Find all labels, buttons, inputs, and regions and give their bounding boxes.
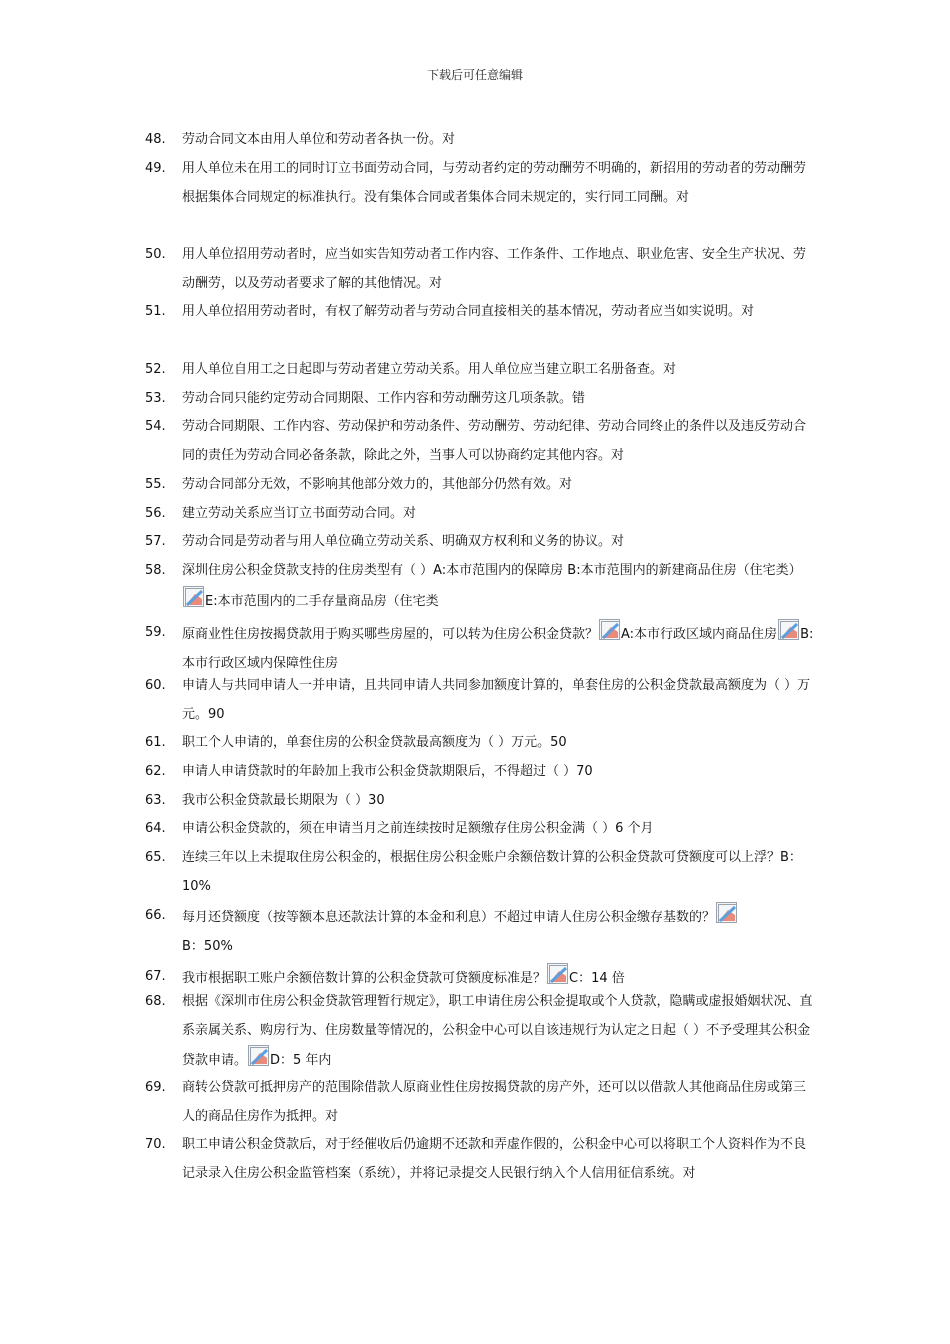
item-number: 63. [145, 793, 166, 808]
item-text-part: 劳动合同文本由用人单位和劳动者各执一份。对 [182, 132, 456, 147]
item-text [182, 126, 815, 155]
item-text [182, 557, 815, 616]
item-text-part: 用人单位自用工之日起即与劳动者建立劳动关系。用人单位应当建立职工名册备查。对 [182, 362, 677, 377]
list-item [145, 988, 815, 1076]
item-number: 67. [145, 969, 166, 984]
item-text-part: E:本市范围内的二手存量商品房（住宅类 [205, 593, 439, 609]
item-number: 55. [145, 477, 166, 492]
list-item [145, 126, 815, 155]
list-item [145, 619, 815, 678]
item-text [182, 385, 815, 414]
item-number: 70. [145, 1137, 166, 1152]
list-item [145, 241, 815, 298]
list-item [145, 1074, 815, 1131]
item-text [182, 471, 815, 500]
item-text [182, 672, 815, 729]
broken-image-icon [778, 619, 799, 640]
item-number: 48. [145, 132, 166, 147]
list-item [145, 356, 815, 385]
item-number: 66. [145, 908, 166, 923]
list-item [145, 298, 815, 327]
item-text [182, 844, 815, 901]
item-number: 50. [145, 247, 166, 262]
item-number: 58. [145, 563, 166, 578]
item-text-part: 申请公积金贷款的，须在申请当月之前连续按时足额缴存住房公积金满（ ）6 个月 [182, 821, 654, 836]
item-text-part: C：14 倍 [569, 971, 625, 986]
item-number: 57. [145, 534, 166, 549]
item-text [182, 787, 815, 816]
item-number: 49. [145, 161, 166, 176]
page-header: 下载后可任意编辑 [426, 68, 523, 82]
item-text-part: 劳动合同期限、工作内容、劳动保护和劳动条件、劳动酬劳、劳动纪律、劳动合同终止的条件以及违反劳动合同的责任为劳动合同必备条款，除此之外，当事人可以协商约定其他内容。对 [182, 419, 807, 463]
list-item [145, 729, 815, 758]
item-text-part: 我市根据职工账户余额倍数计算的公积金贷款可贷额度标准是？ [182, 971, 547, 986]
item-text-part: 用人单位招用劳动者时，应当如实告知劳动者工作内容、工作条件、工作地点、职业危害、安全生产状况、劳动酬劳，以及劳动者要求了解的其他情况。对 [182, 247, 807, 291]
item-number: 52. [145, 362, 166, 377]
item-text-part: A:本市行政区域内商品住房 [621, 627, 778, 642]
item-text [182, 528, 815, 557]
item-text-part: 用人单位招用劳动者时，有权了解劳动者与劳动合同直接相关的基本情况，劳动者应当如实说明。对 [182, 304, 755, 319]
list-item [145, 787, 815, 816]
list-item [145, 902, 815, 961]
broken-image-icon [248, 1045, 269, 1066]
item-text-part: 申请人与共同申请人一并申请，且共同申请人共同参加额度计算的，单套住房的公积金贷款最高额度为（ ）万元。90 [182, 678, 811, 722]
broken-image-icon [599, 619, 620, 640]
item-text-part: 商转公贷款可抵押房产的范围除借款人原商业性住房按揭贷款的房产外，还可以以借款人其他商品住房或第三人的商品住房作为抵押。对 [182, 1080, 807, 1124]
item-text [182, 815, 815, 844]
item-text-part: B:本市行政区域内保障性住房 [182, 627, 814, 671]
broken-image-icon [716, 902, 737, 923]
item-text [182, 241, 815, 298]
list-item [145, 471, 815, 500]
list-item [145, 385, 815, 414]
item-text [182, 1131, 815, 1188]
item-number: 69. [145, 1080, 166, 1095]
list-item [145, 815, 815, 844]
item-text [182, 729, 815, 758]
list-item [145, 528, 815, 557]
item-text-part: 用人单位未在用工的同时订立书面劳动合同，与劳动者约定的劳动酬劳不明确的，新招用的劳动者的劳动酬劳根据集体合同规定的标准执行。没有集体合同或者集体合同未规定的，实行同工同酬。对 [182, 161, 807, 205]
list-item [145, 413, 815, 470]
item-text-part: 我市公积金贷款最长期限为（ ）30 [182, 793, 385, 808]
item-number: 53. [145, 391, 166, 406]
list-item [145, 155, 815, 212]
list-item [145, 500, 815, 529]
item-text-part: 职工个人申请的，单套住房的公积金贷款最高额度为（ ）万元。50 [182, 735, 567, 750]
item-text-part: 深圳住房公积金贷款支持的住房类型有（ ）A:本市范围内的保障房 B:本市范围内的新建商品住房（住宅类） [182, 563, 802, 578]
item-text [182, 758, 815, 787]
item-number: 61. [145, 735, 166, 750]
item-text-part: 劳动合同是劳动者与用人单位确立劳动关系、明确双方权利和义务的协议。对 [182, 534, 625, 549]
item-text [182, 155, 815, 212]
item-number: 68. [145, 994, 166, 1009]
list-item [145, 1131, 815, 1188]
item-text [182, 1074, 815, 1131]
item-number: 54. [145, 419, 166, 434]
item-text [182, 500, 815, 529]
item-number: 60. [145, 678, 166, 693]
broken-image-icon [547, 963, 568, 984]
item-text [182, 413, 815, 470]
item-text-part: 根据《深圳市住房公积金贷款管理暂行规定》，职工申请住房公积金提取或个人贷款，隐瞒或虚报婚姻状况、直系亲属关系、购房行为、住房数量等情况的，公积金中心可以自该违规行为认定之日起（ ）不予受理其公积金贷款申请。 [182, 994, 813, 1068]
item-text-part: 建立劳动关系应当订立书面劳动合同。对 [182, 506, 417, 521]
item-text-part: 原商业性住房按揭贷款用于购买哪些房屋的，可以转为住房公积金贷款？ [182, 627, 599, 642]
broken-image-icon [183, 586, 204, 607]
item-text-part: 连续三年以上未提取住房公积金的，根据住房公积金账户余额倍数计算的公积金贷款可贷额度可以上浮？B：10% [182, 850, 802, 894]
list-item [145, 557, 815, 616]
item-text-part: 劳动合同只能约定劳动合同期限、工作内容和劳动酬劳这几项条款。错 [182, 391, 586, 406]
item-number: 64. [145, 821, 166, 836]
list-item [145, 758, 815, 787]
item-text-part: 劳动合同部分无效，不影响其他部分效力的，其他部分仍然有效。对 [182, 477, 573, 492]
item-text-part: D：5 年内 [270, 1053, 332, 1068]
list-item [145, 672, 815, 729]
item-text [182, 298, 815, 327]
item-text-part: B：50% [182, 938, 233, 954]
item-text-part: 每月还贷额度（按等额本息还款法计算的本金和利息）不超过申请人住房公积金缴存基数的？ [182, 910, 716, 925]
item-number: 56. [145, 506, 166, 521]
item-text [182, 902, 815, 961]
item-number: 65. [145, 850, 166, 865]
item-text-part: 申请人申请贷款时的年龄加上我市公积金贷款期限后，不得超过（ ）70 [182, 764, 593, 779]
list-item [145, 844, 815, 901]
item-number: 51. [145, 304, 166, 319]
item-text [182, 356, 815, 385]
item-number: 59. [145, 625, 166, 640]
item-text-part: 职工申请公积金贷款后，对于经催收后仍逾期不还款和弄虚作假的，公积金中心可以将职工个人资料作为不良记录录入住房公积金监管档案（系统），并将记录提交人民银行纳入个人信用征信系统。对 [182, 1137, 807, 1181]
item-text [182, 619, 815, 678]
item-number: 62. [145, 764, 166, 779]
item-text [182, 988, 815, 1076]
